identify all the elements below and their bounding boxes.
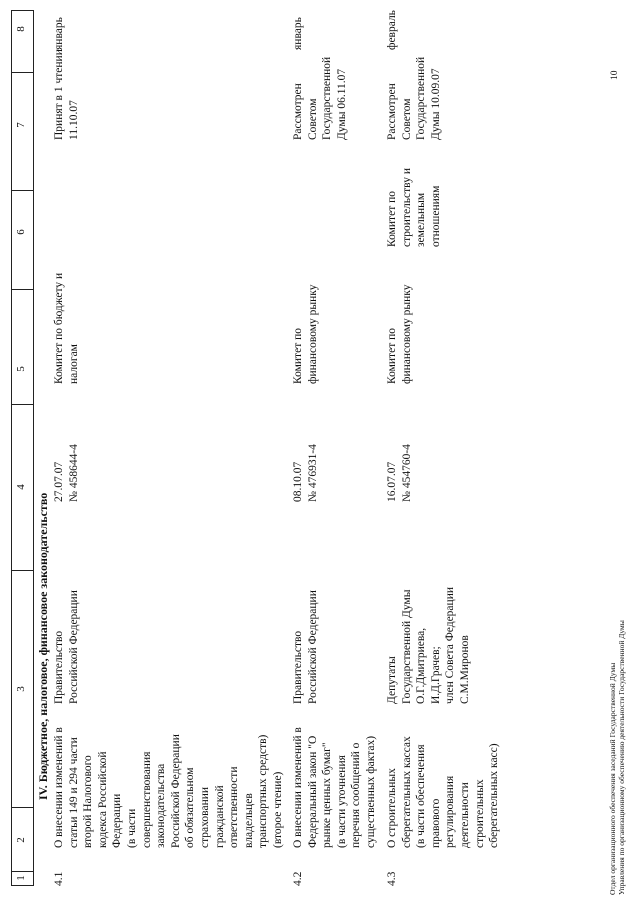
header-top-border (11, 10, 12, 886)
row-number: 4.1 (53, 871, 65, 886)
bill-title: О внесении изменений в статьи 149 и 294 части второй Налогового кодекса Российской Федерации (в части совершенствования законодательства Российской Федерации об обязательном страховании гражданской ответственности владельцев транспортных средств) (второе чтение) (53, 727, 284, 848)
column-divider (11, 570, 33, 571)
column-divider (11, 72, 33, 73)
bill-registration: 27.07.07 № 458644-4 (53, 444, 80, 502)
row-number: 4.3 (386, 871, 398, 886)
column-divider (11, 404, 33, 405)
column-header-6: 6 (15, 229, 27, 235)
section-title: IV. Бюджетное, налоговое, финансовое законодательство (36, 492, 50, 800)
header-bottom-border (33, 10, 34, 886)
bill-author: Правительство Российской Федерации (53, 590, 80, 704)
planned-month: январь (292, 17, 304, 50)
bill-registration: 16.07.07 № 454760-4 (386, 444, 413, 502)
co-executor-committee: Комитет по строительству и земельным отношениям (386, 168, 442, 247)
bill-author: Депутаты Государственной Думы О.Г.Дмитриева, И.Д.Грачев; член Совета Федерации С.М.Миронов (386, 587, 471, 704)
column-header-4: 4 (15, 484, 27, 490)
bill-status: Рассмотрен Советом Государственной Думы 10.09.07 (386, 56, 442, 140)
planned-month: февраль (386, 10, 398, 50)
planned-month: январь (53, 17, 65, 50)
responsible-committee: Комитет по бюджету и налогам (53, 272, 80, 384)
column-header-7: 7 (15, 122, 27, 128)
bill-author: Правительство Российской Федерации (292, 590, 319, 704)
bill-title: О строительных сберегательных кассах (в части обеспечения правового регулирования деятельности строительных сберегательных касс) (386, 736, 501, 848)
column-divider (11, 190, 33, 191)
bill-status: Рассмотрен Советом Государственной Думы 06.11.07 (292, 56, 348, 140)
column-divider (11, 10, 33, 11)
page-number: 10 (610, 70, 620, 80)
column-header-2: 2 (15, 837, 27, 843)
column-header-3: 3 (15, 686, 27, 692)
bill-registration: 08.10.07 № 476931-4 (292, 444, 319, 502)
column-header-1: 1 (15, 875, 27, 881)
bill-title: О внесении изменений в Федеральный закон "О рынке ценных бумаг" (в части уточнения перечня сообщений о существенных фактах) (292, 727, 377, 848)
responsible-committee: Комитет по финансовому рынку (386, 284, 413, 384)
row-number: 4.2 (292, 871, 304, 886)
footer-directorate: Управления по организационному обеспечению деятельности Государственной Думы (617, 620, 626, 895)
footer-department: Отдел организационного обеспечения заседаний Государственной Думы (608, 662, 617, 895)
responsible-committee: Комитет по финансовому рынку (292, 284, 319, 384)
column-divider (11, 289, 33, 290)
column-header-8: 8 (15, 26, 27, 32)
column-header-5: 5 (15, 366, 27, 372)
column-divider (11, 807, 33, 808)
bill-status: Принят в 1 чтении 11.10.07 (53, 49, 80, 140)
